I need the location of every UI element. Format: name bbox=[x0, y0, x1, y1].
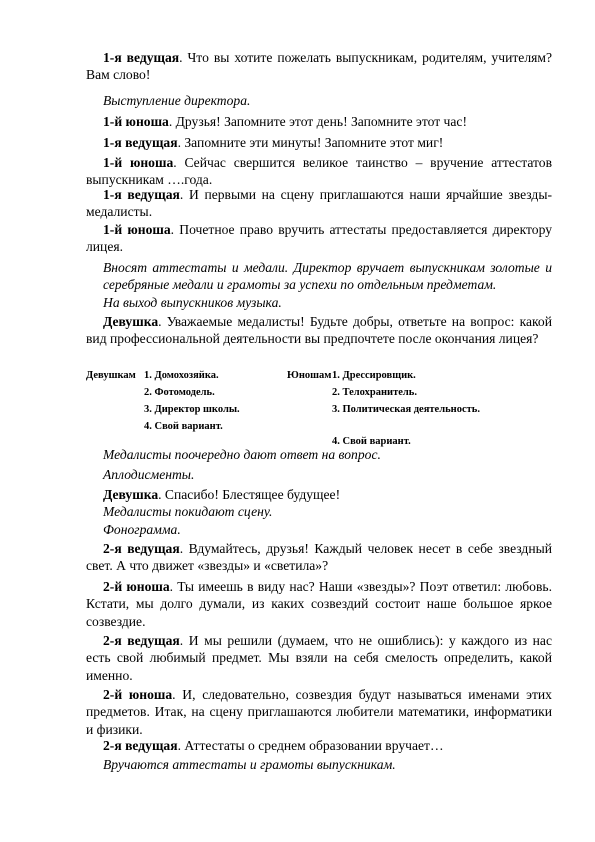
script-line bbox=[86, 313, 552, 348]
line-text: . Уважаемые медалисты! Будьте добры, ответьте на вопрос: какой вид профессиональной деятельности вы предпочтете после окончания лицея? bbox=[86, 314, 552, 347]
option-item: 3. Политическая деятельность. bbox=[332, 404, 480, 415]
option-item: 2. Фотомодель. bbox=[144, 387, 215, 398]
speaker-name: 2-я ведущая bbox=[103, 633, 180, 648]
girls-options-label: Девушкам bbox=[86, 370, 136, 381]
option-item: 2. Телохранитель. bbox=[332, 387, 417, 398]
option-item: 1. Домохозяйка. bbox=[144, 370, 219, 381]
speaker-name: Девушка bbox=[103, 487, 159, 502]
option-item: 1. Дрессировщик. bbox=[332, 370, 416, 381]
stage-direction: Фонограмма. bbox=[103, 522, 181, 537]
script-line bbox=[86, 737, 552, 754]
script-line bbox=[86, 186, 552, 221]
line-text: . И первыми на сцену приглашаются наши ярчайшие звезды-медалисты. bbox=[86, 187, 552, 220]
line-text: . Ты имеешь в виду нас? Наши «звезды»? Поэт ответил: любовь. Кстати, мы долго думали, из каких созвездий состоит наше большое яркое созвездие. bbox=[86, 579, 552, 629]
script-line bbox=[86, 540, 552, 575]
speaker-name: Девушка bbox=[103, 314, 159, 329]
speaker-name: 1-й юноша bbox=[103, 222, 171, 237]
script-line bbox=[86, 134, 552, 151]
script-line bbox=[86, 578, 552, 630]
script-line bbox=[86, 154, 552, 189]
stage-direction: Аплодисменты. bbox=[103, 467, 195, 482]
line-text: . Сейчас свершится великое таинство – вручение аттестатов выпускникам ….года. bbox=[86, 155, 552, 188]
line-text: . Спасибо! Блестящее будущее! bbox=[158, 487, 341, 502]
script-line bbox=[86, 113, 552, 130]
line-text: . Аттестаты о среднем образовании вручает… bbox=[177, 738, 444, 753]
script-line bbox=[86, 49, 552, 84]
speaker-name: 1-й юноша bbox=[103, 114, 169, 129]
speaker-name: 2-я ведущая bbox=[103, 541, 180, 556]
boys-options-label: Юношам bbox=[287, 370, 332, 381]
option-item: 4. Свой вариант. bbox=[332, 436, 411, 447]
speaker-name: 1-я ведущая bbox=[103, 135, 178, 150]
line-text: . Что вы хотите пожелать выпускникам, родителям, учителям? Вам слово! bbox=[86, 50, 552, 83]
speaker-name: 2-й юноша bbox=[103, 579, 170, 594]
script-line bbox=[86, 486, 552, 503]
speaker-name: 1-я ведущая bbox=[103, 50, 180, 65]
girls-options-list bbox=[144, 370, 240, 438]
line-text: . Запомните эти минуты! Запомните этот миг! bbox=[177, 135, 444, 150]
speaker-name: 2-я ведущая bbox=[103, 738, 178, 753]
boys-options bbox=[287, 370, 331, 382]
girls-options bbox=[86, 370, 136, 382]
boys-options-list bbox=[332, 370, 480, 453]
line-text: . Друзья! Запомните этот день! Запомните этот час! bbox=[168, 114, 467, 129]
speaker-name: 2-й юноша bbox=[103, 687, 173, 702]
line-text: . И, следовательно, созвездия будут называться именами этих предметов. Итак, на сцену приглашаются любители математики, информатики и физики. bbox=[86, 687, 552, 737]
stage-direction: Выступление директора. bbox=[103, 93, 251, 108]
stage-direction: Медалисты покидают сцену. bbox=[103, 504, 273, 519]
option-item: 3. Директор школы. bbox=[144, 404, 240, 415]
option-item: 4. Свой вариант. bbox=[144, 421, 223, 432]
line-text: . Почетное право вручить аттестаты предоставляется директору лицея. bbox=[86, 222, 552, 255]
stage-direction: Вносят аттестаты и медали. Директор вручает выпускникам золотые и серебряные медали и грамоты за успехи по отдельным предметам. bbox=[103, 260, 552, 293]
stage-direction: Медалисты поочередно дают ответ на вопрос. bbox=[103, 447, 381, 462]
script-line bbox=[86, 686, 552, 738]
speaker-name: 1-й юноша bbox=[103, 155, 174, 170]
script-line bbox=[86, 221, 552, 256]
stage-direction: Вручаются аттестаты и грамоты выпускникам. bbox=[103, 757, 396, 772]
speaker-name: 1-я ведущая bbox=[103, 187, 180, 202]
line-text: . И мы решили (думаем, что не ошиблись): у каждого из нас есть свой любимый предмет. Мы взяли на себя смелость определить, какой именно. bbox=[86, 633, 552, 683]
stage-direction: На выход выпускников музыка. bbox=[103, 295, 282, 310]
line-text: . Вдумайтесь, друзья! Каждый человек несет в себе звездный свет. А что движет «звезды» и «светила»? bbox=[86, 541, 553, 574]
script-line bbox=[86, 632, 552, 684]
